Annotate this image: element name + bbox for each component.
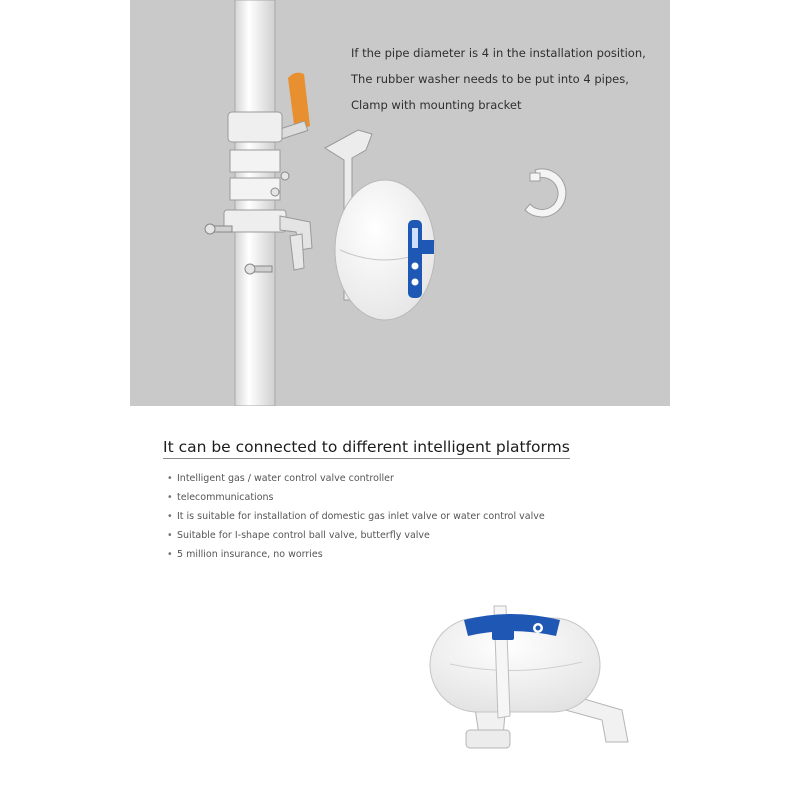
instruction-line: The rubber washer needs to be put into 4 pipes, bbox=[351, 72, 629, 86]
installation-instructions bbox=[351, 40, 646, 118]
instruction-line: Clamp with mounting bracket bbox=[351, 98, 522, 112]
feature-text: It is suitable for installation of domestic gas inlet valve or water control valve bbox=[177, 511, 545, 522]
bullet-icon: • bbox=[167, 530, 173, 541]
bullet-icon: • bbox=[167, 549, 173, 560]
valve-controller bbox=[335, 180, 435, 320]
bullet-icon: • bbox=[167, 492, 173, 503]
feature-item bbox=[167, 526, 545, 545]
section-heading: It can be connected to different intelligent platforms bbox=[163, 438, 570, 459]
pipe-clamp bbox=[224, 210, 286, 232]
installation-illustration bbox=[130, 0, 670, 406]
feature-text: 5 million insurance, no worries bbox=[177, 549, 323, 560]
feature-item bbox=[167, 469, 545, 488]
feature-list bbox=[167, 469, 545, 564]
valve-controller-photo bbox=[410, 592, 640, 762]
rubber-washer bbox=[525, 169, 566, 217]
feature-text: telecommunications bbox=[177, 492, 274, 503]
feature-item bbox=[167, 545, 545, 564]
feature-item bbox=[167, 507, 545, 526]
feature-text: Intelligent gas / water control valve controller bbox=[177, 473, 394, 484]
instruction-line: If the pipe diameter is 4 in the installation position, bbox=[351, 46, 646, 60]
feature-text: Suitable for I-shape control ball valve, butterfly valve bbox=[177, 530, 430, 541]
feature-item bbox=[167, 488, 545, 507]
water-pipe bbox=[235, 0, 275, 406]
bullet-icon: • bbox=[167, 511, 173, 522]
bullet-icon: • bbox=[167, 473, 173, 484]
pipe-coupling bbox=[228, 112, 282, 142]
